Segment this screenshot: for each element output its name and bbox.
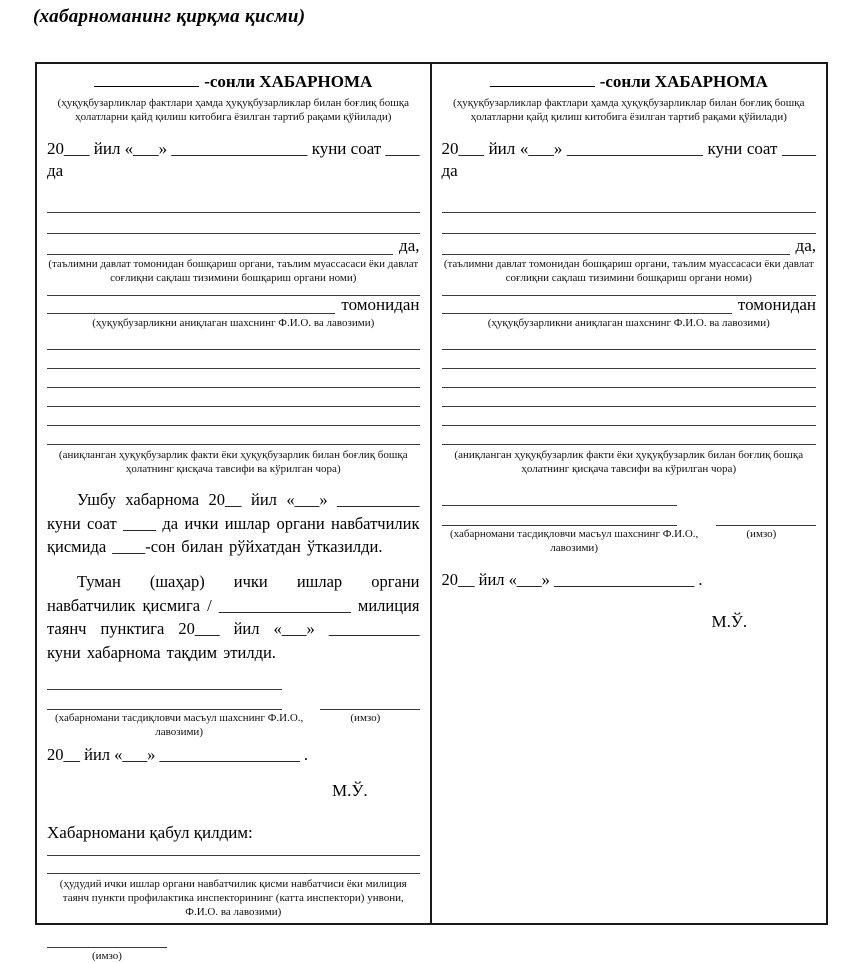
approver-signature-row — [47, 690, 420, 710]
by-suffix: томонидан — [341, 295, 420, 315]
blank-line — [47, 856, 420, 874]
approver-signature-row — [442, 506, 817, 526]
signature-line — [716, 506, 816, 526]
org-caption: (таълимни давлат томонидан бошқариш органи, таълим муассасаси ёки давлат соғлиқни сақлаш тизимини бошқариш органи номи) — [443, 257, 814, 285]
form-number-blank — [490, 73, 595, 87]
notification-form-table — [35, 62, 828, 962]
blank-line — [47, 297, 335, 314]
blank-line — [47, 234, 393, 255]
seal-mark: М.Ў. — [332, 780, 368, 800]
registered-paragraph: Ушбу хабарнома 20__ йил «___» __________ куни соат ____ да ички ишлар органи навбатчилик қисмида ____-сон билан рўйхатдан ўтказилди. — [47, 490, 420, 556]
form-title-text: -сонли ХАБАРНОМА — [599, 72, 768, 91]
blank-line — [442, 192, 817, 213]
signature-caption: (имзо) — [350, 712, 381, 725]
form-column-left — [37, 64, 432, 962]
page-heading: (хабарноманинг қирқма қисми) — [33, 6, 306, 27]
form-title-caption: (ҳуқуқбузарликлар фактлари ҳамда ҳуқуқбузарликлар билан боғлиқ бошқа ҳолатларни қайд қилиш китобига ёзилган тартиб рақами қўйилади) — [453, 97, 805, 124]
blank-line — [442, 506, 677, 526]
approver-caption: (хабарномани тасдиқловчи масъул шахснинг Ф.И.О., лавозими) — [449, 528, 699, 555]
datetime-line: 20___ йил «___» ________________ куни соат ____ да — [441, 138, 816, 180]
blank-line — [442, 369, 817, 388]
approval-date-line: 20__ йил «___» _________________ . — [441, 569, 703, 589]
signature-caption: (имзо) — [746, 528, 777, 541]
org-caption: (таълимни давлат томонидан бошқариш органи, таълим муассасаси ёки давлат соғлиқни сақлаш тизимини бошқариш органи номи) — [48, 257, 419, 285]
signature-line — [320, 690, 420, 710]
form-title-caption: (ҳуқуқбузарликлар фактлари ҳамда ҳуқуқбузарликлар билан боғлиқ бошқа ҳолатларни қайд қилиш китобига ёзилган тартиб рақами қўйилади) — [57, 97, 409, 124]
reporter-caption: (ҳуқуқбузарликни аниқлаган шахснинг Ф.И.О. ва лавозими) — [92, 317, 375, 330]
approver-caption-row — [442, 527, 817, 556]
blank-line — [47, 426, 420, 445]
reported-by-line — [442, 296, 817, 314]
blank-line — [47, 388, 420, 407]
signature-caption: (имзо) — [92, 949, 122, 962]
reported-by-line — [47, 296, 420, 314]
description-caption: (аниқланган ҳуқуқбузарлик факти ёки ҳуқуқбузарлик билан боғлиқ бошқа ҳолатнинг қисқача тавсифи ва кўрилган чора) — [58, 448, 408, 475]
blank-line — [442, 486, 677, 506]
approver-caption-row — [47, 711, 420, 740]
blank-line — [47, 331, 420, 350]
approver-caption: (хабарномани тасдиқловчи масъул шахснинг Ф.И.О., лавозими) — [54, 712, 304, 739]
blank-line — [442, 213, 817, 234]
blank-line — [442, 350, 817, 369]
location-suffix: да, — [795, 235, 816, 255]
blank-line — [47, 369, 420, 388]
signature-line — [47, 932, 167, 948]
seal-mark: М.Ў. — [711, 611, 748, 631]
blank-line — [47, 192, 420, 213]
blank-line — [442, 234, 790, 255]
blank-line — [442, 407, 817, 426]
blank-line — [442, 388, 817, 407]
form-number-blank — [94, 73, 199, 87]
blank-line — [47, 407, 420, 426]
blank-line — [47, 350, 420, 369]
form-column-right — [432, 64, 827, 923]
blank-line — [47, 843, 420, 856]
reporter-caption: (ҳуқуқбузарликни аниқлаган шахснинг Ф.И.О. ва лавозими) — [487, 317, 770, 330]
receiver-caption: (ҳудудий ички ишлар органи навбатчилик қисми навбатчиси ёки милиция таянч пункти профилактика инспекторининг (катта инспектори) унвони, Ф.И.О. ва лавозими) — [59, 877, 407, 919]
form-title — [442, 72, 817, 92]
approval-date-line: 20__ йил «___» _________________ . — [47, 744, 309, 764]
submitted-paragraph: Туман (шаҳар) ички ишлар органи навбатчилик қисмига / ________________ милиция таянч пунктига 20___ йил «___» ___________ куни хабарнома тақдим этилди. — [47, 572, 420, 662]
blank-line — [47, 672, 282, 690]
received-heading: Хабарномани қабул қилдим: — [47, 822, 253, 842]
description-lines — [47, 331, 420, 445]
blank-line — [442, 426, 817, 445]
blank-line — [47, 213, 420, 234]
blank-line — [442, 331, 817, 350]
description-caption: (аниқланган ҳуқуқбузарлик факти ёки ҳуқуқбузарлик билан боғлиқ бошқа ҳолатнинг қисқача тавсифи ва кўрилган чора) — [454, 448, 804, 475]
datetime-line: 20___ йил «___» ________________ куни соат ____ да — [47, 138, 420, 180]
blank-line — [442, 297, 732, 314]
location-suffix: да, — [399, 235, 420, 255]
form-title-text: -сонли ХАБАРНОМА — [204, 72, 373, 91]
by-suffix: томонидан — [737, 295, 816, 315]
blank-line — [47, 690, 282, 710]
location-line — [47, 234, 420, 255]
description-lines — [442, 331, 817, 445]
location-line — [442, 234, 817, 255]
form-title — [47, 72, 420, 92]
